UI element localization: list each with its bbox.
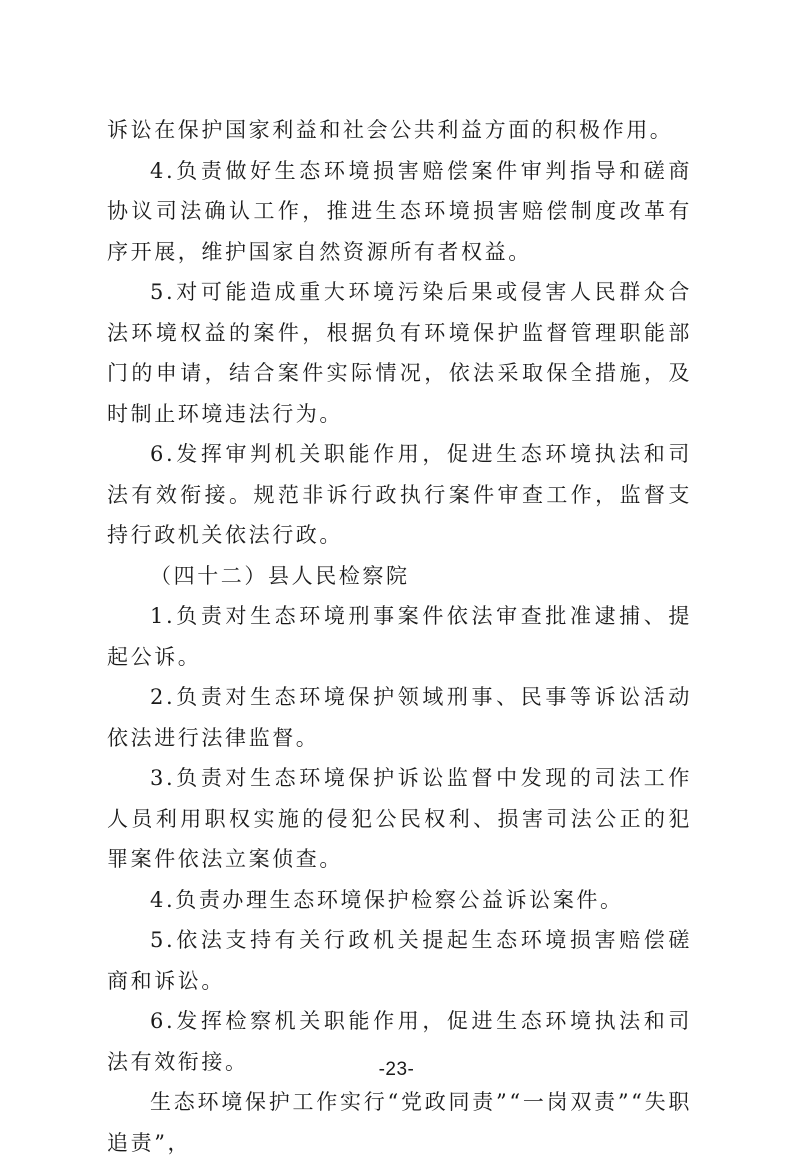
paragraph-court-item-4: 4.负责做好生态环境损害赔偿案件审判指导和磋商协议司法确认工作，推进生态环境损害赔偿制度改革有序开展，维护国家自然资源所有者权益。: [107, 158, 692, 264]
paragraph-procuratorate-item-1: 1.负责对生态环境刑事案件依法审查批准逮捕、提起公诉。: [107, 604, 692, 669]
paragraph-court-item-6: 6.发挥审判机关职能作用，促进生态环境执法和司法有效衔接。规范非诉行政执行案件审查工作，监督支持行政机关依法行政。: [107, 442, 692, 547]
paragraph-responsibility-system: 生态环境保护工作实行“党政同责”“一岗双责”“失职追责”，: [107, 1090, 692, 1155]
paragraph-procuratorate-item-2: 2.负责对生态环境保护领域刑事、民事等诉讼活动依法进行法律监督。: [107, 685, 692, 750]
paragraph-procuratorate-item-3: 3.负责对生态环境保护诉讼监督中发现的司法工作人员利用职权实施的侵犯公民权利、损害司法公正的犯罪案件依法立案侦查。: [107, 766, 692, 871]
document-body: [107, 110, 692, 1163]
paragraph-continuation: 诉讼在保护国家利益和社会公共利益方面的积极作用。: [107, 118, 674, 142]
paragraph-court-item-5: 5.对可能造成重大环境污染后果或侵害人民群众合法环境权益的案件，根据负有环境保护监督管理职能部门的申请，结合案件实际情况，依法采取保全措施，及时制止环境违法行为。: [107, 280, 692, 426]
paragraph-procuratorate-item-5: 5.依法支持有关行政机关提起生态环境损害赔偿磋商和诉讼。: [107, 928, 692, 993]
paragraph-procuratorate-item-6: 6.发挥检察机关职能作用，促进生态环境执法和司法有效衔接。: [107, 1009, 692, 1074]
paragraph-procuratorate-item-4: 4.负责办理生态环境保护检察公益诉讼案件。: [150, 887, 624, 912]
section-heading-procuratorate: （四十二）县人民检察院: [150, 563, 410, 588]
page-number: -23-: [378, 1059, 415, 1080]
